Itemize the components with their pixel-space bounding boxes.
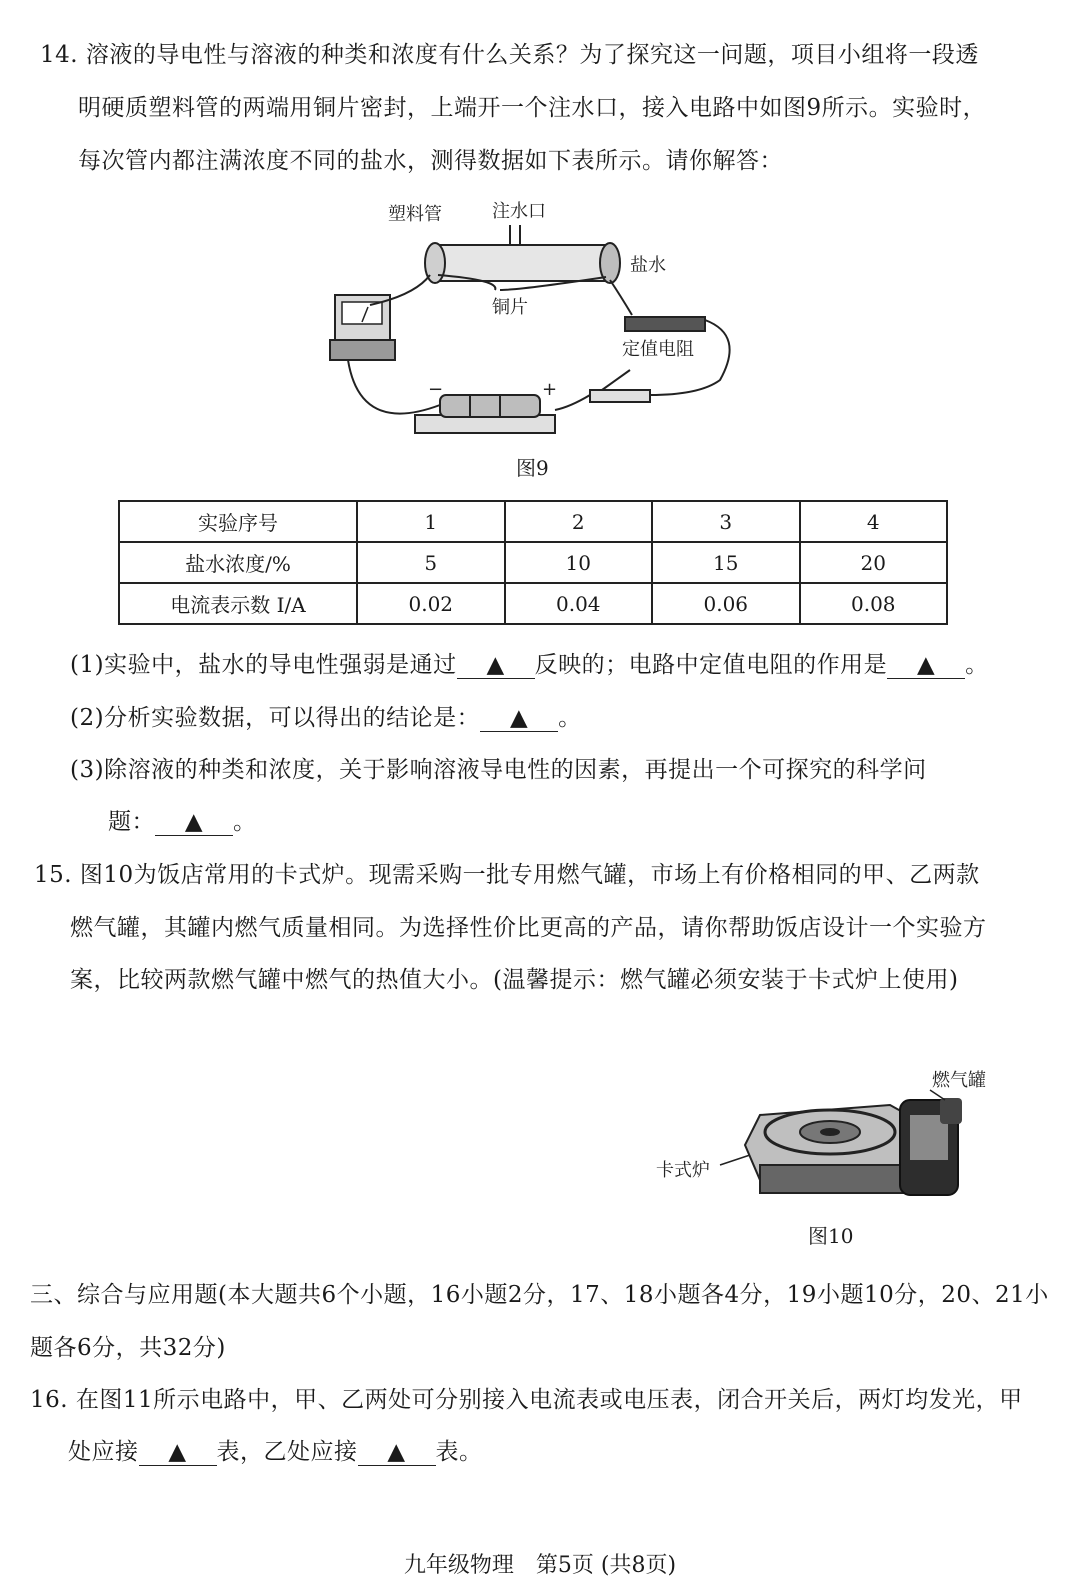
gas-canister <box>900 1098 962 1195</box>
q14-sub1-text-b: 反映的；电路中定值电阻的作用是 <box>534 652 888 678</box>
table-cell: 1 <box>357 501 505 542</box>
label-plastic-tube: 塑料管 <box>388 204 442 225</box>
table-row-header: 实验序号 <box>119 501 357 542</box>
answer-blank[interactable]: ▲ <box>155 809 233 836</box>
fixed-resistor <box>625 317 705 331</box>
q14-sub3-cont <box>108 807 257 837</box>
experiment-data-table <box>118 500 948 625</box>
q15-line-2: 燃气罐，其罐内燃气质量相同。为选择性价比更高的产品，请你帮助饭店设计一个实验方 <box>70 915 987 941</box>
figure-9-circuit <box>320 195 760 455</box>
q14-line-2: 明硬质塑料管的两端用铜片密封，上端开一个注水口，接入电路中如图9所示。实验时， <box>78 95 987 121</box>
table-cell: 10 <box>505 542 653 583</box>
q14-line-3: 每次管内都注满浓度不同的盐水，测得数据如下表所示。请你解答： <box>78 148 783 174</box>
table-row-header: 盐水浓度/% <box>119 542 357 583</box>
answer-blank[interactable]: ▲ <box>887 652 965 679</box>
table-row <box>119 501 947 542</box>
plastic-tube <box>425 225 620 283</box>
q15-line-3: 案，比较两款燃气罐中燃气的热值大小。(温馨提示：燃气罐必须安装于卡式炉上使用) <box>70 967 959 993</box>
table-cell: 0.08 <box>800 583 948 624</box>
q16-text-b: 表，乙处应接 <box>216 1439 358 1465</box>
answer-blank[interactable]: ▲ <box>358 1439 436 1466</box>
figure-10-stove <box>640 1060 1020 1210</box>
q14-sub2-text-a: (2)分析实验数据，可以得出的结论是： <box>70 705 481 731</box>
q14-sub1-text-c: 。 <box>965 652 989 678</box>
q14-sub1 <box>70 650 989 680</box>
q14-sub3-text-c: 。 <box>233 809 257 835</box>
section3-line-1: 三、综合与应用题(本大题共6个小题，16小题2分，17、18小题各4分，19小题10分，20、21小 <box>30 1282 1049 1308</box>
figure-10-caption: 图10 <box>808 1224 854 1248</box>
answer-blank[interactable]: ▲ <box>457 652 535 679</box>
q14-sub1-text-a: (1)实验中，盐水的导电性强弱是通过 <box>70 652 457 678</box>
table-row <box>119 542 947 583</box>
q16-text-a: 处应接 <box>68 1439 139 1465</box>
q14-line-1: 14. 溶液的导电性与溶液的种类和浓度有什么关系？为了探究这一问题，项目小组将一段透 <box>40 42 979 68</box>
q14-sub3-text-b: 题： <box>108 809 155 835</box>
q16-text-c: 表。 <box>435 1439 483 1465</box>
label-cassette-stove: 卡式炉 <box>656 1160 710 1181</box>
table-cell: 4 <box>800 501 948 542</box>
q16-line-2 <box>68 1437 483 1467</box>
q14-sub2-text-c: 。 <box>558 705 582 731</box>
table-row-header: 电流表示数 I/A <box>119 583 357 624</box>
table-cell: 5 <box>357 542 505 583</box>
label-fixed-resistor: 定值电阻 <box>622 339 694 360</box>
label-water-inlet: 注水口 <box>492 201 546 222</box>
q14-sub3: (3)除溶液的种类和浓度，关于影响溶液导电性的因素，再提出一个可探究的科学问 <box>70 757 927 783</box>
table-cell: 0.06 <box>652 583 800 624</box>
label-salt-water: 盐水 <box>630 255 666 276</box>
q14-sub2 <box>70 703 582 733</box>
switch <box>590 370 650 402</box>
table-cell: 3 <box>652 501 800 542</box>
q16-line-1: 16. 在图11所示电路中，甲、乙两处可分别接入电流表或电压表，闭合开关后，两灯均发光，甲 <box>30 1387 1023 1413</box>
figure-9-caption: 图9 <box>516 456 549 480</box>
table-cell: 15 <box>652 542 800 583</box>
label-minus: − <box>428 379 444 400</box>
table-cell: 0.04 <box>505 583 653 624</box>
table-cell: 20 <box>800 542 948 583</box>
table-cell: 2 <box>505 501 653 542</box>
table-cell: 0.02 <box>357 583 505 624</box>
label-gas-canister: 燃气罐 <box>932 1070 986 1091</box>
label-copper-plate: 铜片 <box>492 297 528 318</box>
section3-line-2: 题各6分，共32分) <box>30 1335 226 1361</box>
ammeter <box>330 295 395 360</box>
page-footer: 九年级物理 第5页 (共8页) <box>403 1553 677 1578</box>
table-row <box>119 583 947 624</box>
label-plus: + <box>542 379 558 400</box>
answer-blank[interactable]: ▲ <box>139 1439 217 1466</box>
answer-blank[interactable]: ▲ <box>480 705 558 732</box>
q15-line-1: 15. 图10为饭店常用的卡式炉。现需采购一批专用燃气罐，市场上有价格相同的甲、乙两款 <box>34 862 980 888</box>
battery <box>415 395 555 433</box>
